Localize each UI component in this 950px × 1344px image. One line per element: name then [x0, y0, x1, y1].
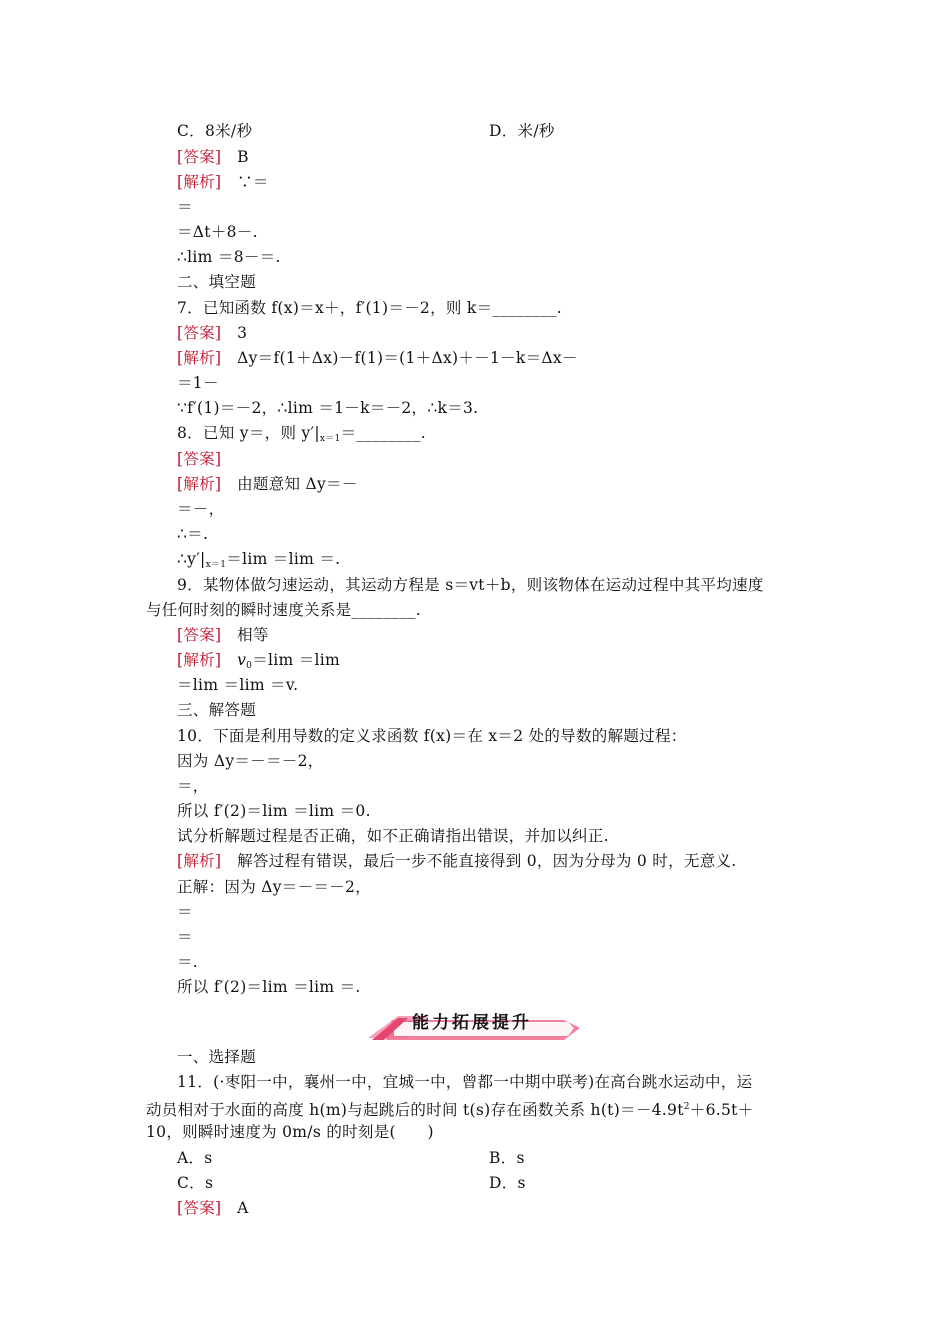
section-heading: 二、填空题	[177, 273, 257, 291]
text-line: 正解：因为 Δy＝－＝－2，	[177, 878, 371, 896]
question-11-cont: 动员相对于水面的高度 h(m)与起跳后的时间 t(s)存在函数关系 $h(t)=-4.9t^2+6.5t+$	[146, 1101, 754, 1119]
text-line: ＝	[177, 198, 193, 216]
text-line: 所以 f′(2)＝lim ＝lim ＝.	[177, 978, 361, 996]
question-9: 9．某物体做匀速运动，其运动方程是 s＝vt＋b，则该物体在运动过程中其平均速度	[177, 576, 764, 594]
answer-line: [答案] B	[177, 148, 249, 166]
answer-line: [答案] 3	[177, 324, 248, 342]
question-11-cont: 10，则瞬时速度为 0m/s 的时刻是( )	[146, 1123, 434, 1141]
analysis-line: [解析] $v_0=\lim =\lim$	[177, 651, 341, 671]
question-7: 7．已知函数 f(x)＝x＋，f′(1)＝－2，则 k＝________.	[177, 299, 563, 317]
answer-tag: [答案]	[177, 626, 222, 644]
answer-tag: [答案]	[177, 148, 222, 166]
analysis-line: [解析] ∵＝	[177, 173, 269, 191]
question-9-cont: 与任何时刻的瞬时速度关系是________.	[146, 601, 422, 619]
option-c-line: C．s D．s	[177, 1171, 213, 1196]
question-11: 11．(·枣阳一中，襄州一中，宜城一中，曾都一中期中联考)在高台跳水运动中，运	[177, 1073, 753, 1091]
analysis-tag: [解析]	[177, 475, 222, 493]
answer-line: [答案] 相等	[177, 626, 269, 644]
option-d: D．s	[489, 1174, 526, 1192]
text-line: ＝－，	[177, 500, 225, 518]
text-line: ＝lim ＝lim ＝v.	[177, 676, 299, 694]
text-line: 因为 Δy＝－＝－2，	[177, 752, 324, 770]
section-banner-title: 能力拓展提升	[412, 1013, 532, 1033]
text-line: ∵f′(1)＝－2，∴lim ＝1－k＝－2，∴k＝3.	[177, 399, 479, 417]
analysis-tag: [解析]	[177, 852, 222, 870]
section-heading: 一、选择题	[177, 1048, 257, 1066]
answer-tag: [答案]	[177, 324, 222, 342]
option-d: D．米/秒	[489, 122, 555, 140]
text-line: ＝.	[177, 953, 199, 971]
text-line: $\therefore y'|_{x=1}=\lim =\lim$ ＝.	[177, 550, 341, 570]
option-c-line: C．8米/秒 D．米/秒	[177, 119, 252, 144]
answer-tag: [答案]	[177, 1199, 222, 1217]
analysis-tag: [解析]	[177, 349, 222, 367]
text-line: ＝	[177, 903, 193, 921]
analysis-line: [解析] 解答过程有错误，最后一步不能直接得到 0，因为分母为 0 时，无意义.	[177, 852, 737, 870]
analysis-line: [解析] 由题意知 Δy＝－	[177, 475, 358, 493]
question-8: 8．已知 y＝，则 $y'|_{x=1}=\_\_\_\_\_\_\_\_$.	[177, 424, 427, 444]
analysis-tag: [解析]	[177, 173, 222, 191]
answer-line	[177, 447, 221, 472]
answer-tag: [答案]	[177, 450, 222, 468]
text-line: ＝Δt＋8－.	[177, 223, 258, 241]
answer-line: [答案] A	[177, 1199, 249, 1217]
text-line: 试分析解题过程是否正确，如不正确请指出错误，并加以纠正.	[177, 827, 609, 845]
section-heading: 三、解答题	[177, 701, 257, 719]
text-line: ＝，	[177, 777, 209, 795]
text-line: ＝	[177, 928, 193, 946]
text-line: ∴lim ＝8－＝.	[177, 248, 281, 266]
analysis-tag: [解析]	[177, 651, 222, 669]
option-b: B．s	[489, 1149, 525, 1167]
question-10: 10．下面是利用导数的定义求函数 f(x)＝在 x＝2 处的导数的解题过程：	[177, 727, 687, 745]
text-line: 所以 f′(2)＝lim ＝lim ＝0.	[177, 802, 371, 820]
option-a-line: A．s B．s	[177, 1146, 213, 1171]
analysis-line: [解析] Δy＝f(1＋Δx)－f(1)＝(1＋Δx)＋－1－k＝Δx－	[177, 349, 578, 367]
text-line: ＝1－	[177, 374, 219, 392]
text-line: ∴＝.	[177, 525, 209, 543]
